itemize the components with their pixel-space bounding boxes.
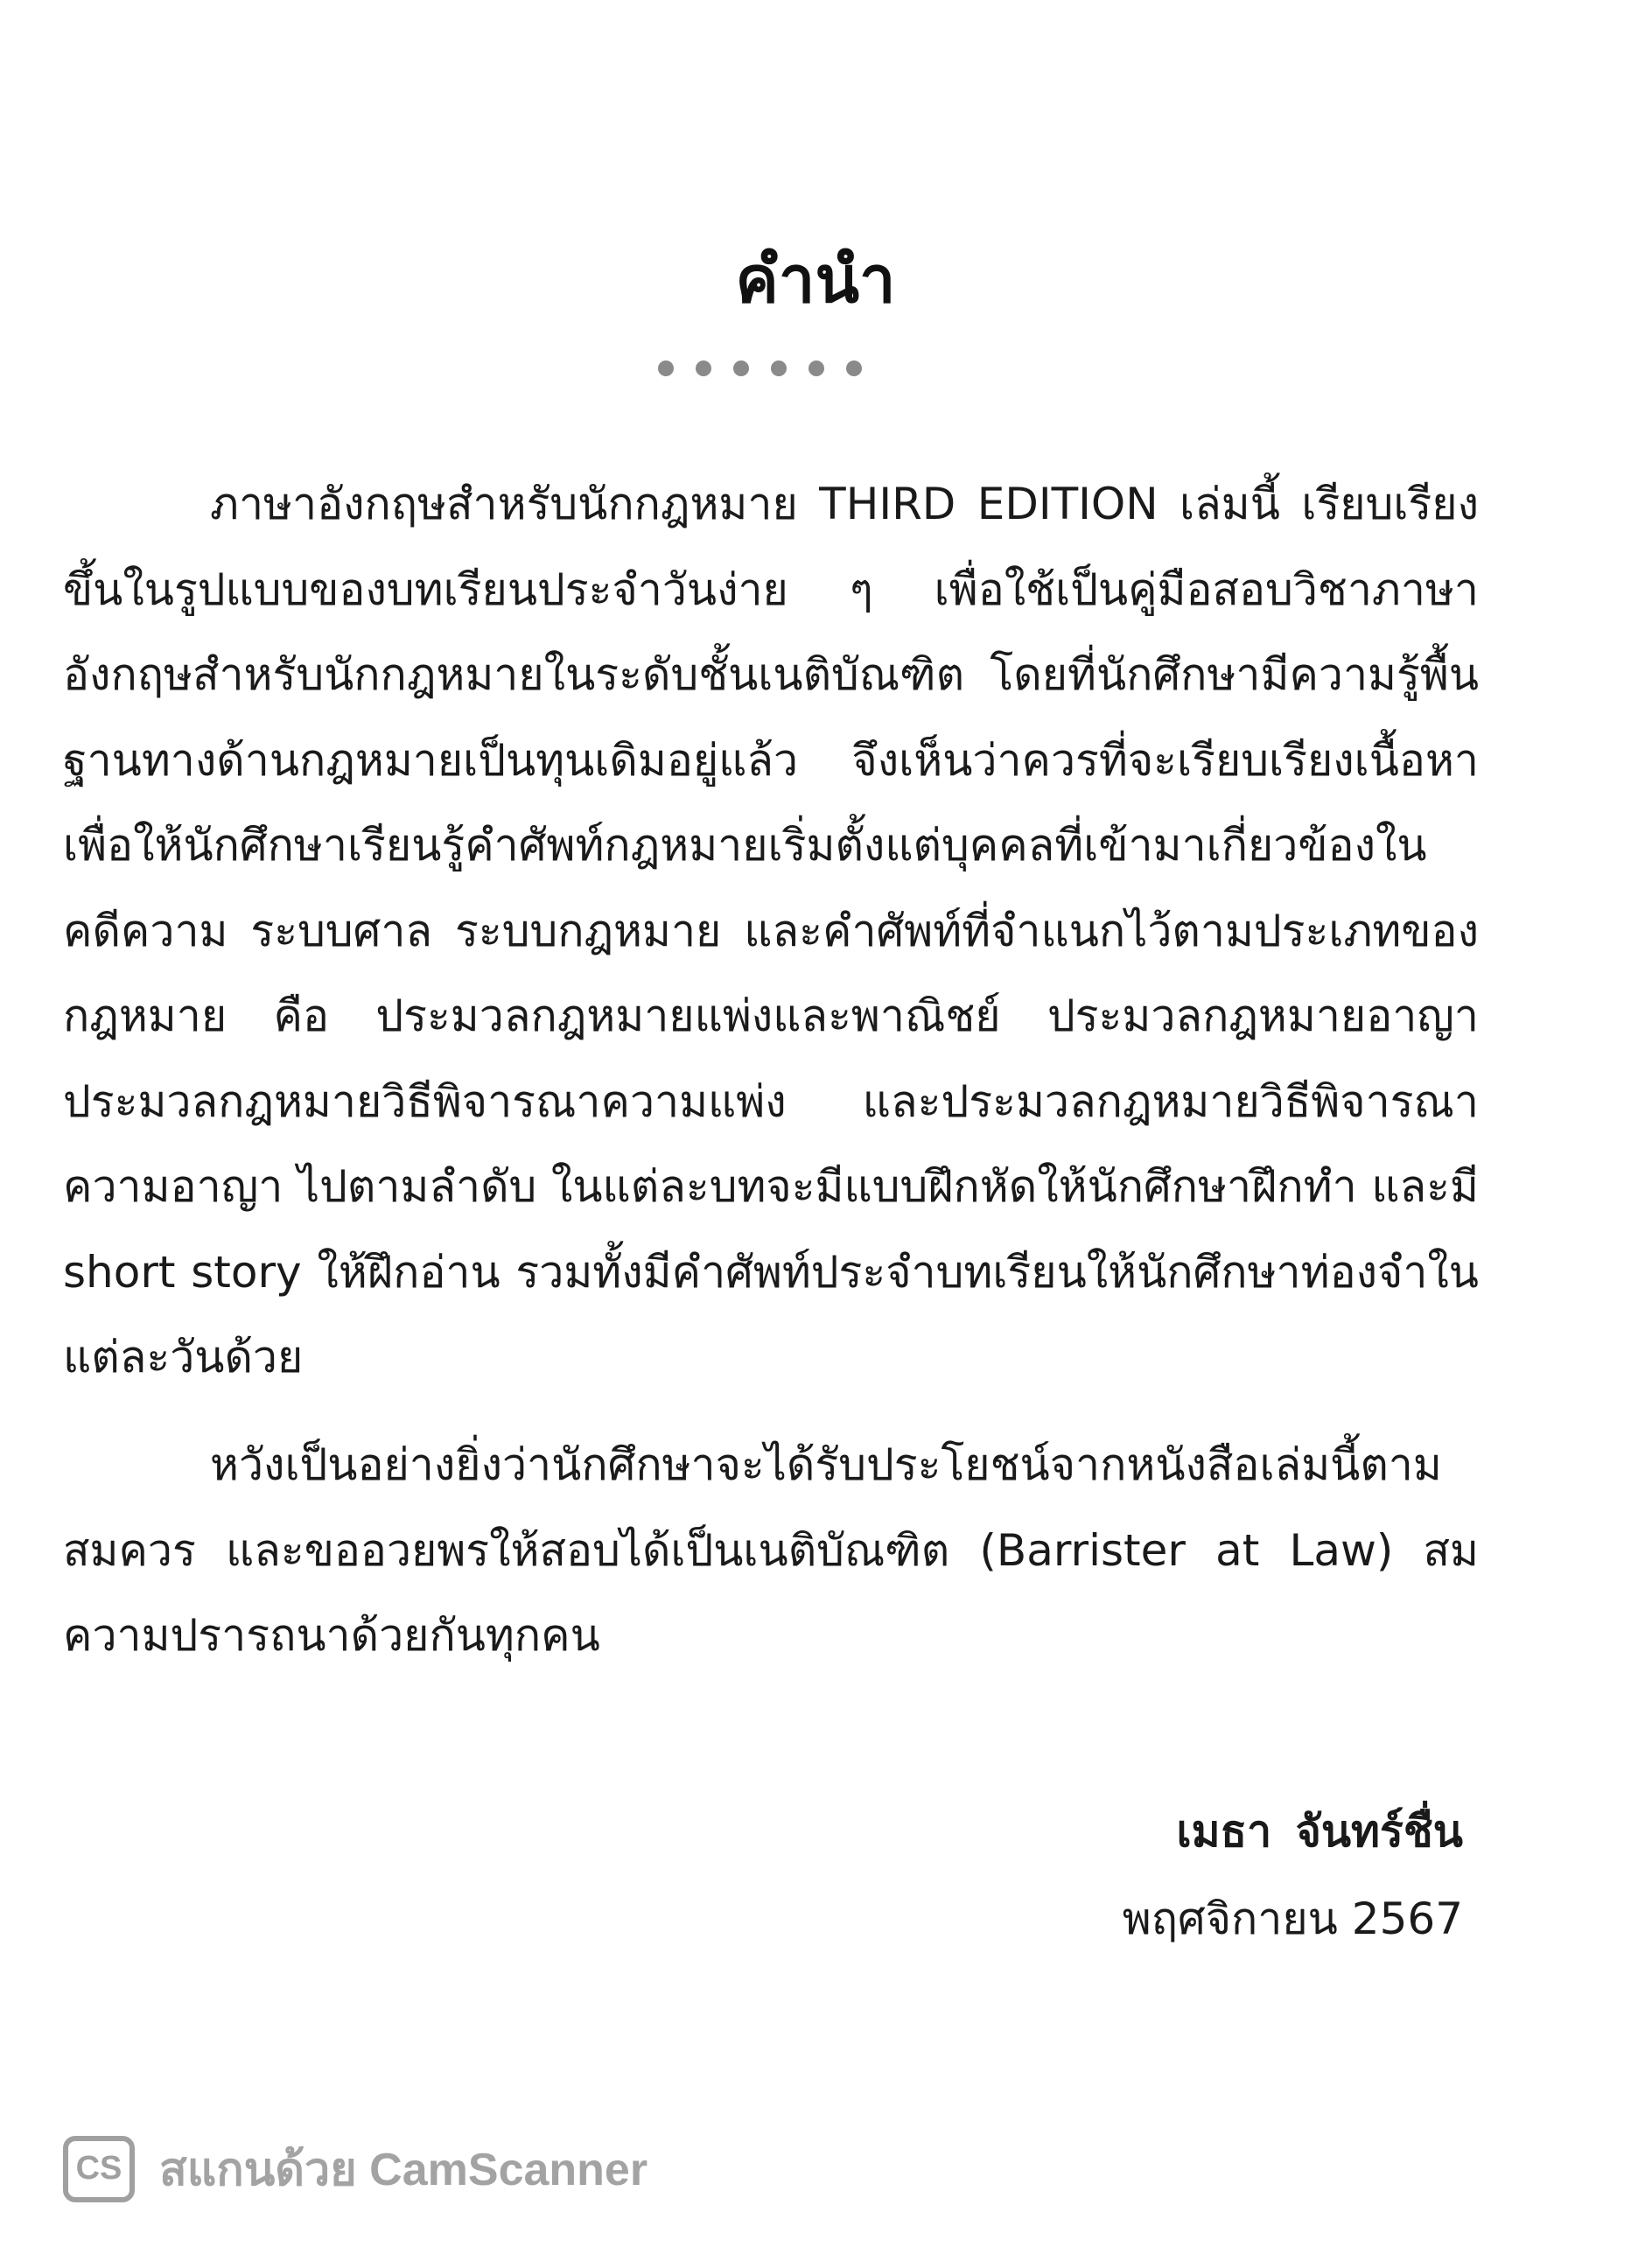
page-title: คำนำ [735, 242, 896, 318]
title-ornament [658, 360, 862, 376]
signature-date: พฤศจิกายน 2567 [1122, 1894, 1463, 1944]
ornament-dot [808, 360, 824, 376]
ornament-dot [771, 360, 787, 376]
ornament-dot [696, 360, 711, 376]
ornament-dot [846, 360, 862, 376]
ornament-dot [733, 360, 749, 376]
watermark-text: สแกนด้วย CamScanner [159, 2145, 648, 2195]
ornament-dot [658, 360, 674, 376]
author-signature-name: เมธา จันทร์ชื่น [1176, 1806, 1463, 1857]
body-paragraph-2: หวังเป็นอย่างยิ่งว่านักศึกษาจะได้รับประโยชน์จากหนังสือเล่มนี้ตามสมควร และขออวยพรให้สอบได้เป็นเนติบัณฑิต (Barrister at Law) สมความปรารถนาด้วยกันทุกคน [63, 1439, 1479, 1661]
camscanner-watermark [63, 2132, 648, 2205]
camscanner-logo-icon: CS [63, 2136, 135, 2202]
body-paragraph-1: ภาษาอังกฤษสำหรับนักกฎหมาย THIRD EDITION เล่มนี้ เรียบเรียงขึ้นในรูปแบบของบทเรียนประจำวันง่าย ๆ เพื่อใช้เป็นคู่มือสอบวิชาภาษาอังกฤษสำหรับนักกฎหมายในระดับชั้นเนติบัณฑิต โดยที่นักศึกษามีความรู้พื้นฐานทางด้านกฎหมายเป็นทุนเดิมอยู่แล้ว จึงเห็นว่าควรที่จะเรียบเรียงเนื้อหาเพื่อให้นักศึกษาเรียนรู้คำศัพท์กฎหมายเริ่มตั้งแต่บุคคลที่เข้ามาเกี่ยวข้องในคดีความ ระบบศาล ระบบกฎหมาย และคำศัพท์ที่จำแนกไว้ตามประเภทของกฎหมาย คือ ประมวลกฎหมายแพ่งและพาณิชย์ ประมวลกฎหมายอาญา ประมวลกฎหมายวิธีพิจารณาความแพ่ง และประมวลกฎหมายวิธีพิจารณาความอาญา ไปตามลำดับ ในแต่ละบทจะมีแบบฝึกหัดให้นักศึกษาฝึกทำ และมี short story ให้ฝึกอ่าน รวมทั้งมีคำศัพท์ประจำบทเรียนให้นักศึกษาท่องจำในแต่ละวันด้วย [63, 479, 1479, 1382]
